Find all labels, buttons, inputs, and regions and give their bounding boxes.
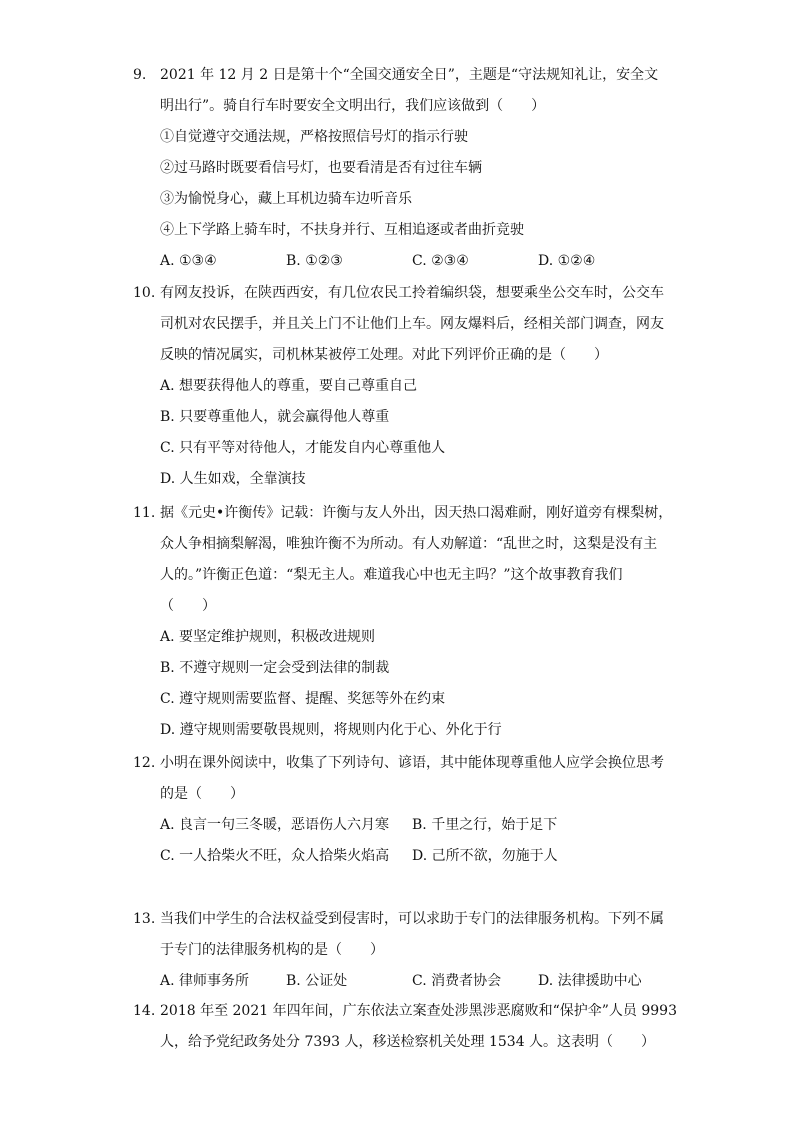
stem-line: 的是（ ） [160, 786, 244, 802]
question-stem [160, 278, 693, 495]
question-number: 13. [133, 911, 156, 927]
option-c[interactable]: C. 只有平等对待他人，才能发自内心尊重他人 [160, 440, 446, 456]
question-14 [133, 996, 693, 1058]
statement-line: ②过马路时既要看信号灯，也要看清是否有过往车辆 [160, 160, 482, 176]
question-number: 11. [133, 505, 156, 521]
statement-line: ①自觉遵守交通法规，严格按照信号灯的指示行驶 [160, 129, 468, 145]
question-13 [133, 904, 693, 997]
stem-line: 明出行”。骑自行车时要安全文明出行，我们应该做到（ ） [160, 98, 546, 114]
question-9 [133, 60, 693, 277]
options-list [160, 622, 693, 746]
question-stem [160, 904, 693, 997]
option-b[interactable]: B. 千里之行，始于足下 [412, 817, 558, 833]
question-number: 12. [133, 755, 156, 771]
stem-line: 小明在课外阅读中，收集了下列诗句、谚语，其中能体现尊重他人应学会换位思考 [160, 755, 664, 771]
options-list [160, 371, 693, 495]
stem-line: 有网友投诉，在陕西西安，有几位农民工拎着编织袋，想要乘坐公交车时，公交车 [160, 285, 664, 301]
option-a[interactable]: A. 想要获得他人的尊重，要自己尊重自己 [160, 378, 418, 394]
options-row [160, 246, 693, 277]
option-b[interactable]: B. 公证处 [286, 973, 348, 989]
options-row [160, 966, 693, 997]
option-b[interactable]: B. 不遵守规则一定会受到法律的制裁 [160, 660, 390, 676]
question-number: 14. [133, 1003, 156, 1019]
option-b[interactable]: B. 只要尊重他人，就会赢得他人尊重 [160, 409, 390, 425]
options-row [160, 841, 693, 872]
stem-line: 人，给予党纪政务处分 7393 人，移送检察机关处理 1534 人。这表明（ ） [160, 1034, 656, 1050]
stem-line: （ ） [160, 598, 216, 614]
stem-line: 当我们中学生的合法权益受到侵害时，可以求助于专门的法律服务机构。下列不属 [160, 911, 664, 927]
question-stem [160, 60, 693, 277]
question-stem [160, 996, 693, 1058]
question-number: 9. [133, 67, 147, 83]
stem-line: 据《元史•许衡传》记载：许衡与友人外出，因天热口渴难耐，刚好道旁有棵梨树， [160, 505, 673, 521]
stem-line: 于专门的法律服务机构的是（ ） [160, 942, 384, 958]
option-d[interactable]: D. 法律援助中心 [538, 973, 642, 989]
stem-line: 2021 年 12 月 2 日是第十个“全国交通安全日”，主题是“守法规知礼让，安全文 [160, 67, 659, 83]
question-11 [133, 498, 693, 746]
option-b[interactable]: B. ①②③ [286, 253, 343, 269]
stem-line: 反映的情况属实，司机林某被停工处理。对此下列评价正确的是（ ） [160, 347, 608, 363]
option-a[interactable]: A. 要坚定维护规则，积极改进规则 [160, 629, 376, 645]
option-d[interactable]: D. ①②④ [538, 253, 596, 269]
option-d[interactable]: D. 己所不欲，勿施于人 [412, 848, 558, 864]
option-a[interactable]: A. 律师事务所 [160, 973, 250, 989]
question-number: 10. [133, 285, 156, 301]
option-c[interactable]: C. 消费者协会 [412, 973, 502, 989]
statement-line: ③为愉悦身心，藏上耳机边骑车边听音乐 [160, 191, 412, 207]
stem-line: 2018 年至 2021 年四年间，广东依法立案查处涉黑涉恶腐败和“保护伞”人员 9993 [160, 1003, 678, 1019]
question-10 [133, 278, 693, 495]
option-a[interactable]: A. 良言一句三冬暖，恶语伤人六月寒 [160, 817, 390, 833]
option-c[interactable]: C. 一人拾柴火不旺，众人拾柴火焰高 [160, 848, 390, 864]
option-d[interactable]: D. 人生如戏，全靠演技 [160, 471, 306, 487]
question-stem [160, 748, 693, 872]
statement-line: ④上下学路上骑车时，不扶身并行、互相追逐或者曲折竞驶 [160, 222, 524, 238]
option-d[interactable]: D. 遵守规则需要敬畏规则，将规则内化于心、外化于行 [160, 722, 502, 738]
option-c[interactable]: C. 遵守规则需要监督、提醒、奖惩等外在约束 [160, 691, 446, 707]
stem-line: 众人争相摘梨解渴，唯独许衡不为所动。有人劝解道：“乱世之时，这梨是没有主 [160, 536, 658, 552]
option-a[interactable]: A. ①③④ [160, 253, 217, 269]
question-stem [160, 498, 693, 746]
stem-line: 人的。”许衡正色道：“梨无主人。难道我心中也无主吗？”这个故事教育我们 [160, 567, 623, 583]
option-c[interactable]: C. ②③④ [412, 253, 469, 269]
stem-line: 司机对农民摆手，并且关上门不让他们上车。网友爆料后，经相关部门调查，网友 [160, 316, 664, 332]
question-12 [133, 748, 693, 872]
options-row [160, 810, 693, 841]
